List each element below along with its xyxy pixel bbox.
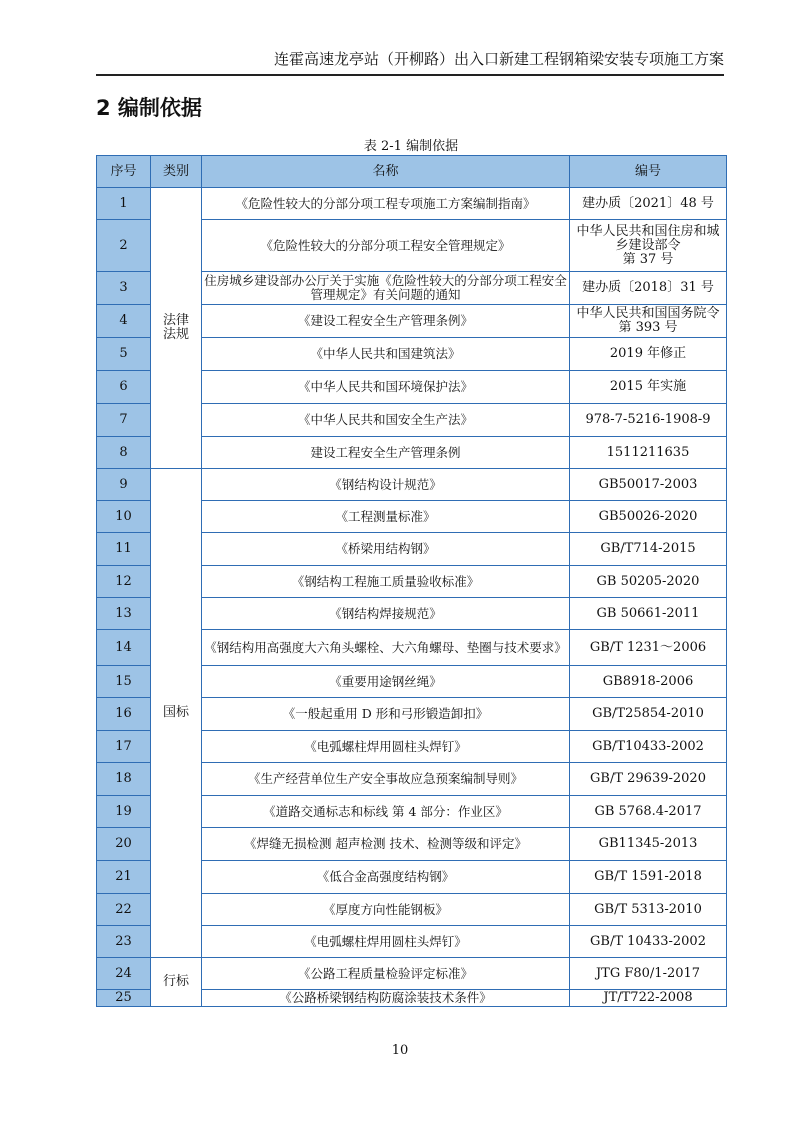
header-no: 序号 bbox=[97, 156, 151, 188]
row-number: 4 bbox=[97, 305, 151, 338]
document-name: 《危险性较大的分部分项工程安全管理规定》 bbox=[202, 220, 570, 272]
document-code: 2019 年修正 bbox=[570, 338, 727, 371]
document-name: 《道路交通标志和标线 第 4 部分：作业区》 bbox=[202, 796, 570, 828]
document-code: 2015 年实施 bbox=[570, 371, 727, 404]
running-header: 连霍高速龙亭站（开柳路）出入口新建工程钢箱梁安装专项施工方案 bbox=[96, 50, 724, 76]
row-number: 3 bbox=[97, 272, 151, 305]
document-name: 建设工程安全生产管理条例 bbox=[202, 437, 570, 469]
document-code: GB/T 1231～2006 bbox=[570, 630, 727, 666]
row-number: 21 bbox=[97, 861, 151, 894]
document-code: GB/T 5313-2010 bbox=[570, 894, 727, 926]
document-name: 《钢结构设计规范》 bbox=[202, 469, 570, 501]
row-number: 16 bbox=[97, 698, 151, 731]
document-code: 建办质〔2018〕31 号 bbox=[570, 272, 727, 305]
header-code: 编号 bbox=[570, 156, 727, 188]
document-code: JT/T722-2008 bbox=[570, 990, 727, 1007]
document-name: 《重要用途钢丝绳》 bbox=[202, 666, 570, 698]
document-name: 《工程测量标准》 bbox=[202, 501, 570, 533]
document-name: 《钢结构焊接规范》 bbox=[202, 598, 570, 630]
document-name: 《电弧螺柱焊用圆柱头焊钉》 bbox=[202, 731, 570, 763]
row-number: 9 bbox=[97, 469, 151, 501]
document-code: 建办质〔2021〕48 号 bbox=[570, 188, 727, 220]
header-category: 类别 bbox=[151, 156, 202, 188]
category-cell: 国标 bbox=[151, 469, 202, 958]
document-name: 《桥梁用结构钢》 bbox=[202, 533, 570, 566]
document-code: GB/T 29639-2020 bbox=[570, 763, 727, 796]
document-name: 《钢结构工程施工质量验收标准》 bbox=[202, 566, 570, 598]
page-number: 10 bbox=[391, 1043, 409, 1058]
document-code: 中华人民共和国国务院令第 393 号 bbox=[570, 305, 727, 338]
table-caption: 表 2-1 编制依据 bbox=[363, 139, 459, 154]
document-name: 《中华人民共和国建筑法》 bbox=[202, 338, 570, 371]
row-number: 11 bbox=[97, 533, 151, 566]
row-number: 23 bbox=[97, 926, 151, 958]
row-number: 10 bbox=[97, 501, 151, 533]
document-code: GB50017-2003 bbox=[570, 469, 727, 501]
row-number: 19 bbox=[97, 796, 151, 828]
row-number: 25 bbox=[97, 990, 151, 1007]
row-number: 1 bbox=[97, 188, 151, 220]
document-code: GB/T714-2015 bbox=[570, 533, 727, 566]
document-name: 《危险性较大的分部分项工程专项施工方案编制指南》 bbox=[202, 188, 570, 220]
row-number: 13 bbox=[97, 598, 151, 630]
document-name: 《焊缝无损检测 超声检测 技术、检测等级和评定》 bbox=[202, 828, 570, 861]
row-number: 17 bbox=[97, 731, 151, 763]
row-number: 20 bbox=[97, 828, 151, 861]
row-number: 22 bbox=[97, 894, 151, 926]
row-number: 8 bbox=[97, 437, 151, 469]
table-header-row bbox=[97, 156, 727, 188]
row-number: 24 bbox=[97, 958, 151, 990]
document-name: 《公路工程质量检验评定标准》 bbox=[202, 958, 570, 990]
section-title: 2 编制依据 bbox=[96, 96, 202, 120]
document-code: GB8918-2006 bbox=[570, 666, 727, 698]
document-name: 《钢结构用高强度大六角头螺栓、大六角螺母、垫圈与技术要求》 bbox=[202, 630, 570, 666]
document-code: 1511211635 bbox=[570, 437, 727, 469]
row-number: 18 bbox=[97, 763, 151, 796]
document-code: GB/T 10433-2002 bbox=[570, 926, 727, 958]
category-cell: 法律 法规 bbox=[151, 188, 202, 469]
table-row bbox=[97, 188, 727, 220]
document-name: 住房城乡建设部办公厅关于实施《危险性较大的分部分项工程安全管理规定》有关问题的通知 bbox=[202, 272, 570, 305]
table-row bbox=[97, 469, 727, 501]
row-number: 5 bbox=[97, 338, 151, 371]
header-name: 名称 bbox=[202, 156, 570, 188]
row-number: 7 bbox=[97, 404, 151, 437]
document-code: GB/T10433-2002 bbox=[570, 731, 727, 763]
document-code: GB50026-2020 bbox=[570, 501, 727, 533]
document-name: 《厚度方向性能钢板》 bbox=[202, 894, 570, 926]
row-number: 15 bbox=[97, 666, 151, 698]
table-body bbox=[97, 188, 727, 1007]
document-code: GB11345-2013 bbox=[570, 828, 727, 861]
document-code: GB/T25854-2010 bbox=[570, 698, 727, 731]
document-name: 《中华人民共和国环境保护法》 bbox=[202, 371, 570, 404]
document-name: 《建设工程安全生产管理条例》 bbox=[202, 305, 570, 338]
row-number: 12 bbox=[97, 566, 151, 598]
category-cell: 行标 bbox=[151, 958, 202, 1007]
document-name: 《电弧螺柱焊用圆柱头焊钉》 bbox=[202, 926, 570, 958]
document-code: GB/T 1591-2018 bbox=[570, 861, 727, 894]
document-name: 《公路桥梁钢结构防腐涂装技术条件》 bbox=[202, 990, 570, 1007]
document-name: 《低合金高强度结构钢》 bbox=[202, 861, 570, 894]
document-code: GB 50205-2020 bbox=[570, 566, 727, 598]
row-number: 2 bbox=[97, 220, 151, 272]
document-code: 中华人民共和国住房和城乡建设部令 第 37 号 bbox=[570, 220, 727, 272]
document-code: GB 50661-2011 bbox=[570, 598, 727, 630]
compilation-basis-table bbox=[96, 155, 727, 1007]
row-number: 14 bbox=[97, 630, 151, 666]
document-name: 《中华人民共和国安全生产法》 bbox=[202, 404, 570, 437]
document-name: 《生产经营单位生产安全事故应急预案编制导则》 bbox=[202, 763, 570, 796]
document-code: GB 5768.4-2017 bbox=[570, 796, 727, 828]
table-row bbox=[97, 958, 727, 990]
document-code: 978-7-5216-1908-9 bbox=[570, 404, 727, 437]
document-name: 《一般起重用 D 形和弓形锻造卸扣》 bbox=[202, 698, 570, 731]
document-code: JTG F80/1-2017 bbox=[570, 958, 727, 990]
row-number: 6 bbox=[97, 371, 151, 404]
